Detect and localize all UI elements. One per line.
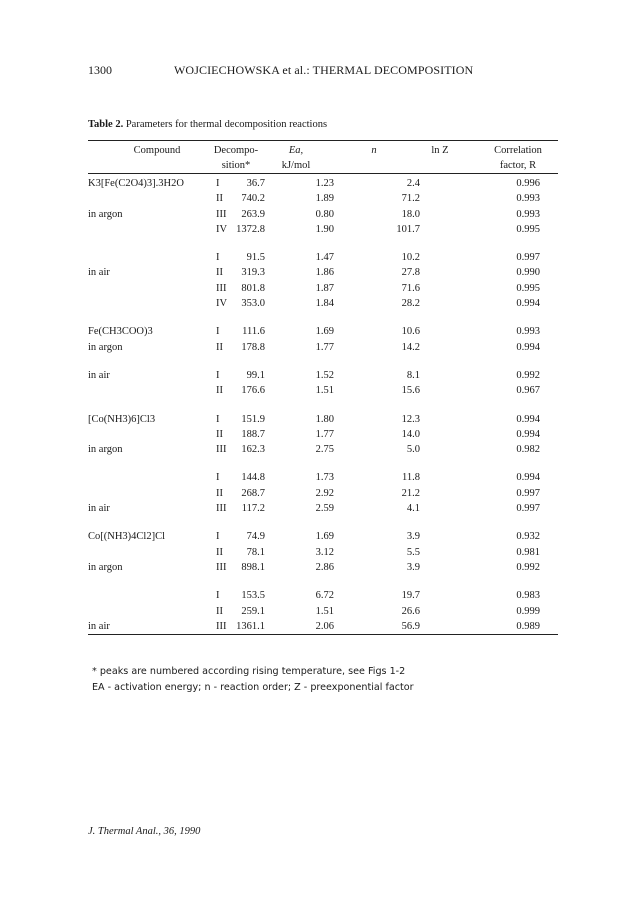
cell-lnz: 10.6: [401, 326, 420, 338]
table-label: Table 2.: [88, 119, 124, 130]
cell-correlation: 0.996: [516, 178, 540, 189]
cell-ea: 1361.1: [236, 620, 265, 632]
header-n: n: [371, 145, 377, 156]
cell-lnz: 12.3: [401, 413, 420, 425]
table-body: [88, 174, 558, 634]
cell-ea: 263.9: [241, 208, 265, 220]
cell-decomposition: II: [216, 193, 223, 205]
header-ea-2: kJ/mol: [281, 160, 311, 171]
table-row: [88, 427, 558, 442]
cell-correlation: 0.995: [516, 282, 540, 294]
cell-compound: in argon: [88, 444, 123, 456]
table-row: [88, 619, 558, 634]
cell-ea: 151.9: [241, 413, 265, 425]
cell-lnz: 71.2: [401, 193, 420, 205]
cell-lnz: 14.2: [401, 341, 420, 353]
cell-lnz: 8.1: [406, 369, 420, 381]
cell-n: 1.87: [315, 282, 334, 294]
group-spacer: [88, 311, 558, 324]
cell-n: 0.80: [315, 208, 334, 220]
cell-ea: 99.1: [246, 369, 265, 381]
cell-decomposition: II: [216, 428, 223, 440]
cell-n: 2.06: [315, 620, 334, 632]
cell-n: 1.89: [315, 193, 334, 205]
cell-ea: 898.1: [241, 561, 265, 573]
cell-correlation: 0.994: [516, 413, 540, 425]
cell-compound: in air: [88, 369, 110, 381]
cell-decomposition: II: [216, 487, 223, 499]
cell-decomposition: IV: [216, 223, 228, 235]
cell-decomposition: III: [216, 208, 227, 220]
table-title: Parameters for thermal decomposition reactions: [125, 119, 328, 130]
cell-lnz: 19.7: [401, 590, 420, 602]
cell-ea: 144.8: [241, 472, 265, 484]
cell-correlation: 0.993: [516, 193, 540, 205]
cell-decomposition: I: [216, 413, 220, 425]
cell-n: 2.75: [315, 444, 334, 456]
table-row: [88, 529, 558, 544]
cell-compound: Fe(CH3COO)3: [88, 326, 153, 338]
cell-correlation: 0.990: [516, 267, 540, 279]
cell-compound: in argon: [88, 208, 123, 220]
cell-n: 1.90: [315, 223, 334, 235]
table-row: [88, 604, 558, 619]
cell-lnz: 10.2: [401, 252, 420, 264]
table-bottom-rule: [88, 634, 558, 635]
cell-correlation: 0.994: [516, 298, 540, 310]
cell-correlation: 0.983: [516, 590, 540, 602]
cell-lnz: 2.4: [406, 178, 420, 189]
cell-ea: 353.0: [241, 298, 265, 310]
cell-correlation: 0.997: [516, 252, 540, 264]
cell-ea: 162.3: [241, 444, 265, 456]
cell-decomposition: I: [216, 252, 220, 264]
cell-ea: 176.6: [241, 385, 265, 397]
table-row: [88, 470, 558, 485]
cell-ea: 268.7: [241, 487, 265, 499]
cell-decomposition: II: [216, 267, 223, 279]
cell-correlation: 0.992: [516, 561, 540, 573]
cell-n: 1.51: [315, 605, 334, 617]
table-row: [88, 588, 558, 603]
table-notes: [92, 664, 414, 695]
table-row: [88, 383, 558, 398]
cell-decomposition: I: [216, 326, 220, 338]
group-spacer: [88, 516, 558, 529]
cell-ea: 740.2: [241, 193, 265, 205]
table-row: [88, 340, 558, 355]
cell-lnz: 27.8: [401, 267, 420, 279]
cell-lnz: 18.0: [401, 208, 420, 220]
journal-footer: J. Thermal Anal., 36, 1990: [88, 826, 201, 837]
group-spacer: [88, 355, 558, 368]
cell-lnz: 4.1: [406, 503, 420, 515]
cell-lnz: 26.6: [401, 605, 420, 617]
header-compound: Compound: [133, 145, 181, 156]
page-number: 1300: [88, 63, 112, 77]
cell-n: 1.47: [315, 252, 334, 264]
running-head-title: WOJCIECHOWSKA et al.: THERMAL DECOMPOSITION: [174, 63, 474, 77]
table-row: [88, 296, 558, 311]
header-correlation-1: Correlation: [494, 145, 542, 156]
cell-correlation: 0.994: [516, 472, 540, 484]
cell-decomposition: II: [216, 546, 223, 558]
cell-ea: 178.8: [241, 341, 265, 353]
table-row: [88, 486, 558, 501]
group-spacer: [88, 457, 558, 470]
cell-decomposition: III: [216, 561, 227, 573]
cell-correlation: 0.981: [516, 546, 540, 558]
cell-lnz: 5.5: [406, 546, 420, 558]
cell-decomposition: I: [216, 472, 220, 484]
cell-correlation: 0.967: [516, 385, 540, 397]
cell-lnz: 56.9: [401, 620, 420, 632]
cell-correlation: 0.989: [516, 620, 540, 632]
cell-n: 1.69: [315, 326, 334, 338]
table-row: [88, 222, 558, 237]
table-row: [88, 368, 558, 383]
cell-ea: 153.5: [241, 590, 265, 602]
table-row: [88, 560, 558, 575]
cell-compound: [Co(NH3)6]Cl3: [88, 413, 156, 425]
cell-correlation: 0.993: [516, 326, 540, 338]
cell-correlation: 0.932: [516, 531, 540, 543]
cell-decomposition: III: [216, 282, 227, 294]
cell-n: 3.12: [315, 546, 334, 558]
note-definitions: EA - activation energy; n - reaction order; Z - preexponential factor: [92, 681, 414, 693]
cell-decomposition: III: [216, 620, 227, 632]
cell-lnz: 15.6: [401, 385, 420, 397]
table-row: [88, 545, 558, 560]
cell-correlation: 0.994: [516, 341, 540, 353]
cell-decomposition: I: [216, 369, 220, 381]
cell-decomposition: I: [216, 590, 220, 602]
table-row: [88, 250, 558, 265]
group-spacer: [88, 575, 558, 588]
table-row: [88, 265, 558, 280]
table-row: [88, 324, 558, 339]
table-caption: [88, 119, 327, 130]
cell-n: 2.86: [315, 561, 334, 573]
header-decomposition-2: sition*: [221, 160, 251, 171]
cell-n: 6.72: [315, 590, 334, 602]
table-header: [88, 141, 558, 173]
header-decomposition-1: Decompo-: [213, 145, 259, 156]
table-row: [88, 281, 558, 296]
cell-lnz: 11.8: [402, 472, 420, 484]
cell-n: 1.80: [315, 413, 334, 425]
group-spacer: [88, 237, 558, 250]
cell-lnz: 3.9: [406, 531, 420, 543]
cell-compound: K3[Fe(C2O4)3].3H2O: [88, 178, 184, 189]
cell-compound: in argon: [88, 561, 123, 573]
cell-decomposition: III: [216, 444, 227, 456]
cell-compound: in air: [88, 503, 110, 515]
cell-lnz: 3.9: [406, 561, 420, 573]
cell-ea: 1372.8: [236, 223, 265, 235]
table-row: [88, 176, 558, 191]
cell-decomposition: I: [216, 178, 220, 189]
cell-decomposition: II: [216, 605, 223, 617]
header-lnz: ln Z: [431, 145, 449, 156]
cell-ea: 801.8: [241, 282, 265, 294]
cell-n: 1.69: [315, 531, 334, 543]
cell-lnz: 101.7: [396, 223, 420, 235]
cell-correlation: 0.997: [516, 487, 540, 499]
cell-ea: 259.1: [241, 605, 265, 617]
cell-n: 2.59: [315, 503, 334, 515]
cell-n: 1.51: [315, 385, 334, 397]
cell-n: 2.92: [315, 487, 334, 499]
cell-decomposition: II: [216, 385, 223, 397]
cell-ea: 117.2: [241, 503, 265, 515]
cell-n: 1.84: [315, 298, 334, 310]
group-spacer: [88, 399, 558, 412]
table-row: [88, 191, 558, 206]
cell-ea: 91.5: [246, 252, 265, 264]
cell-ea: 319.3: [241, 267, 265, 279]
cell-correlation: 0.993: [516, 208, 540, 220]
cell-ea: 74.9: [246, 531, 265, 543]
cell-n: 1.23: [315, 178, 334, 189]
cell-lnz: 14.0: [401, 428, 420, 440]
cell-compound: in argon: [88, 341, 123, 353]
cell-compound: in air: [88, 620, 110, 632]
cell-decomposition: I: [216, 531, 220, 543]
note-peaks: * peaks are numbered according rising temperature, see Figs 1-2: [92, 666, 406, 677]
cell-correlation: 0.999: [516, 605, 540, 617]
cell-ea: 78.1: [246, 546, 265, 558]
cell-n: 1.77: [315, 428, 334, 440]
header-correlation-2: factor, R: [499, 160, 537, 171]
cell-correlation: 0.994: [516, 428, 540, 440]
table-row: [88, 207, 558, 222]
table-row: [88, 412, 558, 427]
cell-decomposition: III: [216, 503, 227, 515]
cell-correlation: 0.982: [516, 444, 540, 456]
cell-n: 1.86: [315, 267, 334, 279]
cell-compound: Co[(NH3)4Cl2]Cl: [88, 531, 165, 543]
cell-lnz: 71.6: [401, 282, 420, 294]
table-row: [88, 501, 558, 516]
cell-n: 1.73: [315, 472, 334, 484]
cell-lnz: 28.2: [401, 298, 420, 310]
table-row: [88, 442, 558, 457]
cell-correlation: 0.997: [516, 503, 540, 515]
cell-ea: 111.6: [242, 326, 265, 338]
cell-correlation: 0.995: [516, 223, 540, 235]
cell-decomposition: II: [216, 341, 223, 353]
cell-lnz: 21.2: [401, 487, 420, 499]
cell-lnz: 5.0: [406, 444, 420, 456]
cell-correlation: 0.992: [516, 369, 540, 381]
cell-ea: 188.7: [241, 428, 265, 440]
cell-decomposition: IV: [216, 298, 228, 310]
cell-ea: 36.7: [246, 178, 265, 189]
cell-compound: in air: [88, 267, 110, 279]
cell-n: 1.52: [315, 369, 334, 381]
header-ea-1: Ea,: [288, 145, 304, 156]
parameters-table: [88, 140, 558, 635]
cell-n: 1.77: [315, 341, 334, 353]
